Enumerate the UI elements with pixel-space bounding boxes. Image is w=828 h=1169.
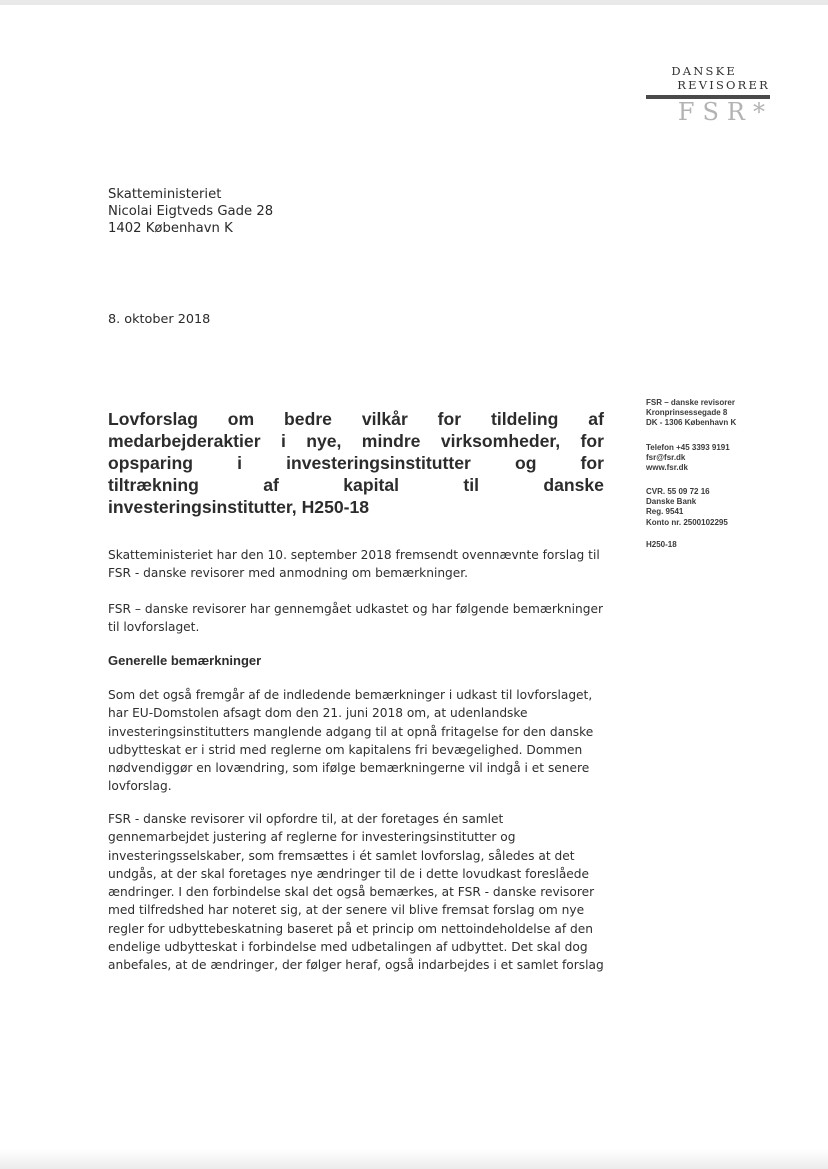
recipient-street: Nicolai Eigtveds Gade 28 bbox=[108, 204, 274, 219]
paragraph-1 bbox=[108, 546, 608, 583]
text-line: FSR - danske revisorer vil opfordre til, at der foretages én samlet bbox=[108, 812, 504, 826]
sidebar-city: DK - 1306 København K bbox=[646, 418, 737, 428]
title-word: i bbox=[280, 431, 286, 451]
text-line: anbefales, at de ændringer, der følger heraf, også indarbejdes i et samlet forslag bbox=[108, 958, 604, 973]
paragraph-4 bbox=[108, 810, 608, 975]
text-line: med tilfredshed har noteret sig, at der senere vil blive fremsat forslag om nye bbox=[108, 903, 585, 918]
title-word: og bbox=[514, 453, 537, 473]
title-word: af bbox=[263, 475, 279, 495]
text-line: udbytteskat er i strid med reglerne om kapitalens fri bevægelighed. Dommen bbox=[108, 742, 583, 757]
title-word: vilkår bbox=[361, 409, 408, 429]
text-line: investeringsinstitutters manglende adgang til at opnå fritagelse for den danske bbox=[108, 724, 594, 739]
title-line bbox=[108, 496, 604, 518]
text-line: Som det også fremgår af de indledende bemærkninger i udkast til lovforslaget, bbox=[108, 688, 593, 702]
letter-date: 8. oktober 2018 bbox=[108, 312, 211, 327]
title-word: om bbox=[227, 409, 255, 429]
text-line: til lovforslaget. bbox=[108, 620, 200, 635]
title-word: virksomheder, bbox=[440, 431, 561, 451]
section-heading: Generelle bemærkninger bbox=[108, 653, 262, 668]
sidebar-bank-name: Danske Bank bbox=[646, 497, 697, 507]
text-line: har EU-Domstolen afsagt dom den 21. juni 2018 om, at udenlandske bbox=[108, 706, 528, 721]
logo-text-danske: DANSKE bbox=[671, 64, 737, 78]
paragraph-3 bbox=[108, 686, 608, 796]
sidebar-street: Kronprinsessegade 8 bbox=[646, 408, 728, 418]
title-word: af bbox=[588, 409, 604, 429]
paragraph-2 bbox=[108, 600, 608, 637]
title-word: investeringsinstitutter, H250-18 bbox=[108, 497, 370, 517]
sidebar-phone: Telefon +45 3393 9191 bbox=[646, 443, 730, 452]
title-line bbox=[108, 408, 604, 430]
recipient-address bbox=[108, 186, 273, 237]
recipient-city: 1402 København K bbox=[108, 221, 233, 236]
title-word: opsparing bbox=[108, 453, 194, 473]
sidebar-org: FSR – danske revisorer bbox=[646, 398, 735, 407]
sidebar-cvr: CVR. 55 09 72 16 bbox=[646, 487, 710, 496]
title-word: Lovforslag bbox=[108, 409, 198, 429]
title-word: medarbejderaktier bbox=[108, 431, 261, 451]
title-word: nye, bbox=[306, 431, 342, 451]
title-word: mindre bbox=[361, 431, 421, 451]
title-word: tiltrækning bbox=[108, 475, 199, 495]
text-line: regler for udbyttebeskatning baseret på et princip om nettoindeholdelse af den bbox=[108, 921, 593, 936]
title-word: danske bbox=[543, 475, 604, 495]
title-word: til bbox=[463, 475, 479, 495]
page-bottom-edge bbox=[0, 1149, 828, 1169]
logo-text-revisorer: REVISORER bbox=[677, 78, 770, 92]
title-word: investeringsinstitutter bbox=[286, 453, 471, 473]
text-line: gennemarbejdet justering af reglerne for investeringsinstitutter og bbox=[108, 830, 516, 845]
text-line: nødvendiggør en lovændring, som ifølge bemærkningerne vil indgå i et senere bbox=[108, 761, 590, 776]
text-line: endelige udbytteskat i forbindelse med udbetalingen af udbyttet. Det skal dog bbox=[108, 940, 588, 955]
sidebar-konto: Konto nr. 2500102295 bbox=[646, 517, 728, 527]
recipient-name: Skatteministeriet bbox=[108, 187, 222, 202]
logo-mark-fsr: FSR* bbox=[677, 98, 773, 126]
text-line: FSR – danske revisorer har gennemgået udkastet og har følgende bemærkninger bbox=[108, 602, 603, 616]
title-word: i bbox=[237, 453, 243, 473]
sidebar-address bbox=[646, 398, 736, 429]
page-top-edge bbox=[0, 0, 828, 5]
title-line bbox=[108, 430, 604, 452]
text-line: investeringsselskaber, som fremsættes i ét samlet lovforslag, således at det bbox=[108, 848, 575, 863]
title-word: bedre bbox=[284, 409, 332, 429]
text-line: FSR - danske revisorer med anmodning om bemærkninger. bbox=[108, 566, 469, 581]
fsr-logo bbox=[640, 62, 775, 124]
sidebar-reference: H250-18 bbox=[646, 540, 677, 549]
text-line: undgås, at der skal foretages nye ændringer til de i dette lovudkast foreslåede bbox=[108, 866, 590, 881]
title-word: for bbox=[580, 453, 604, 473]
sidebar-web: www.fsr.dk bbox=[646, 463, 688, 473]
title-word: tildeling bbox=[490, 409, 559, 429]
letter-title bbox=[108, 408, 604, 518]
title-word: kapital bbox=[343, 475, 399, 495]
text-line: lovforslag. bbox=[108, 779, 172, 794]
sidebar-email: fsr@fsr.dk bbox=[646, 453, 686, 463]
title-word: for bbox=[437, 409, 462, 429]
text-line: ændringer. I den forbindelse skal det også bemærkes, at FSR - danske revisorer bbox=[108, 885, 595, 900]
title-line bbox=[108, 452, 604, 474]
sidebar-contact bbox=[646, 443, 730, 474]
text-line: Skatteministeriet har den 10. september 2018 fremsendt ovennævnte forslag til bbox=[108, 548, 600, 562]
sidebar-ref bbox=[646, 540, 677, 550]
sidebar-reg: Reg. 9541 bbox=[646, 507, 684, 517]
title-word: for bbox=[580, 431, 604, 451]
sidebar-bank bbox=[646, 487, 728, 528]
title-line bbox=[108, 474, 604, 496]
